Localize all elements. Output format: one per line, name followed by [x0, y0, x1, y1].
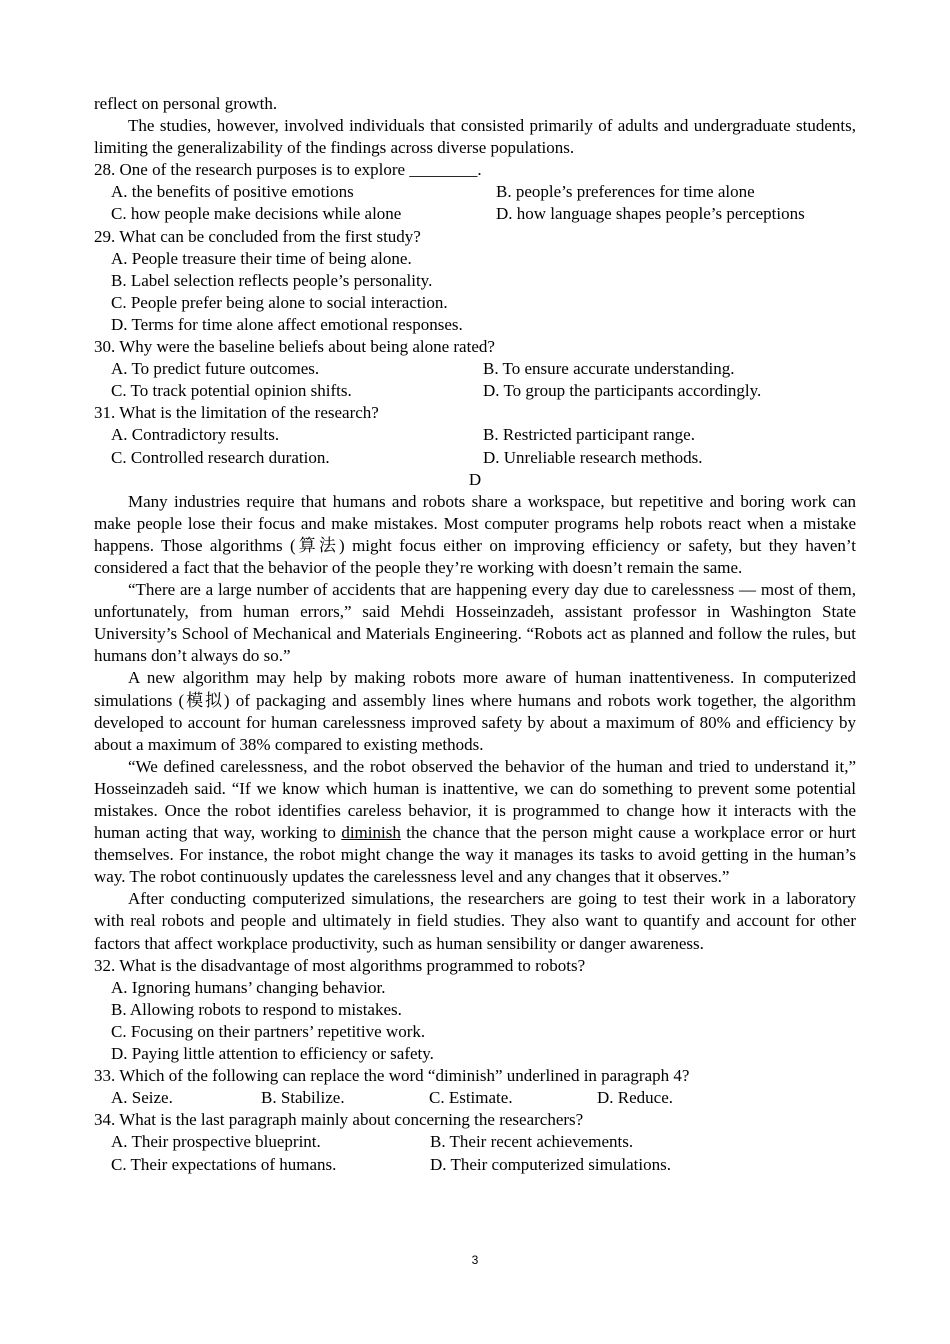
question-29-option-c[interactable]: C. People prefer being alone to social interaction.	[111, 292, 448, 312]
question-33-options	[94, 1087, 856, 1109]
question-30-option-c[interactable]: C. To track potential opinion shifts.	[111, 381, 352, 401]
section-d-paragraph-3: A new algorithm may help by making robots more aware of human inattentiveness. In computerized simulations (模拟) of packaging and assembly lines where humans and robots work together, the algorithm developed to account for human carelessness improved safety by about a maximum of 80% and efficiency by about a maximum of 38% compared to existing methods.	[94, 668, 856, 754]
question-34-option-d[interactable]: D. Their computerized simulations.	[430, 1154, 671, 1174]
section-d-paragraph-2: “There are a large number of accidents that are happening every day due to carelessness — most of them, unfortunately, from human errors,” said Mehdi Hosseinzadeh, assistant professor in Washington State University’s School of Mechanical and Materials Engineering. “Robots act as planned and follow the rules, but humans don’t always do so.”	[94, 580, 856, 666]
paragraph-4-text-after: the chance that the person might cause a workplace error or hurt themselves. For instance, the robot might change the way it manages its tasks to avoid getting in the human’s way. The robot continuously updates the carelessness level and any changes that it observes.”	[94, 823, 857, 887]
question-30-option-d[interactable]: D. To group the participants accordingly.	[483, 381, 762, 401]
question-28-option-d[interactable]: D. how language shapes people’s perceptions	[496, 204, 805, 224]
question-34-options	[94, 1131, 856, 1175]
question-34-option-b[interactable]: B. Their recent achievements.	[430, 1132, 634, 1152]
question-34-option-c[interactable]: C. Their expectations of humans.	[111, 1154, 337, 1174]
section-d-paragraph-5: After conducting computerized simulations, the researchers are going to test their work in a laboratory with real robots and people and ultimately in field studies. They also want to quantify and account for other factors that affect workplace productivity, such as human sensibility or danger awareness.	[94, 889, 856, 953]
question-30-option-a[interactable]: A. To predict future outcomes.	[111, 359, 320, 379]
section-d-paragraph-4	[94, 756, 856, 889]
question-31-option-c[interactable]: C. Controlled research duration.	[111, 447, 330, 467]
paragraph-4-text-before: “We defined carelessness, and the robot observed the behavior of the human and tried to understand it,” Hosseinzadeh said. “If we know which human is inattentive, we can do something to prevent some potential mistakes. Once the robot identifies careless behavior, it is programmed to change how it interacts with the human acting that way, working to	[94, 756, 856, 843]
question-32-option-b[interactable]: B. Allowing robots to respond to mistakes.	[111, 999, 402, 1019]
section-d-paragraph-1: Many industries require that humans and robots share a workspace, but repetitive and boring work can make people lose their focus and make mistakes. Most computer programs help robots react when a mistake happens. Those algorithms (算法) might focus either on improving efficiency or safety, but they haven’t considered a fact that the behavior of the people they’re working with doesn’t remain the same.	[94, 491, 856, 577]
question-34-option-a[interactable]: A. Their prospective blueprint.	[111, 1132, 321, 1152]
question-33-option-b[interactable]: B. Stabilize.	[261, 1088, 345, 1108]
question-31-options	[94, 424, 856, 468]
question-33-option-d[interactable]: D. Reduce.	[597, 1088, 674, 1108]
section-d-heading: D	[468, 469, 482, 489]
question-28-stem: 28. One of the research purposes is to explore ________.	[94, 160, 482, 180]
question-28-option-c[interactable]: C. how people make decisions while alone	[111, 204, 402, 224]
question-29-stem: 29. What can be concluded from the first study?	[94, 226, 421, 246]
question-32-stem: 32. What is the disadvantage of most algorithms programmed to robots?	[94, 955, 586, 975]
question-32-option-d[interactable]: D. Paying little attention to efficiency or safety.	[111, 1044, 434, 1064]
passage-c-paragraph-end: reflect on personal growth.	[94, 94, 278, 113]
question-30-stem: 30. Why were the baseline beliefs about being alone rated?	[94, 337, 495, 357]
question-32-option-c[interactable]: C. Focusing on their partners’ repetitive work.	[111, 1021, 426, 1041]
question-30-option-b[interactable]: B. To ensure accurate understanding.	[483, 359, 735, 379]
question-31-option-d[interactable]: D. Unreliable research methods.	[483, 447, 703, 467]
question-30-options	[94, 358, 856, 402]
question-28-option-a[interactable]: A. the benefits of positive emotions	[111, 182, 354, 202]
question-34-stem: 34. What is the last paragraph mainly about concerning the researchers?	[94, 1110, 584, 1130]
passage-c-limitation-paragraph: The studies, however, involved individuals that consisted primarily of adults and undergraduate students, limiting the generalizability of the findings across diverse populations.	[94, 116, 856, 158]
page-text	[94, 93, 856, 1176]
question-33-option-c[interactable]: C. Estimate.	[429, 1088, 513, 1108]
question-31-stem: 31. What is the limitation of the research?	[94, 403, 379, 423]
question-28-option-b[interactable]: B. people’s preferences for time alone	[496, 182, 755, 202]
question-31-option-b[interactable]: B. Restricted participant range.	[483, 425, 695, 445]
question-28-options	[94, 181, 856, 225]
question-29-option-d[interactable]: D. Terms for time alone affect emotional responses.	[111, 314, 463, 334]
question-32-option-a[interactable]: A. Ignoring humans’ changing behavior.	[111, 977, 386, 997]
question-33-option-a[interactable]: A. Seize.	[111, 1088, 173, 1108]
underlined-word-diminish: diminish	[341, 823, 401, 843]
page-number: 3	[471, 1253, 479, 1267]
question-31-option-a[interactable]: A. Contradictory results.	[111, 425, 280, 445]
question-33-stem: 33. Which of the following can replace the word “diminish” underlined in paragraph 4?	[94, 1066, 690, 1086]
question-29-option-b[interactable]: B. Label selection reflects people’s personality.	[111, 270, 433, 290]
question-29-option-a[interactable]: A. People treasure their time of being alone.	[111, 248, 412, 268]
